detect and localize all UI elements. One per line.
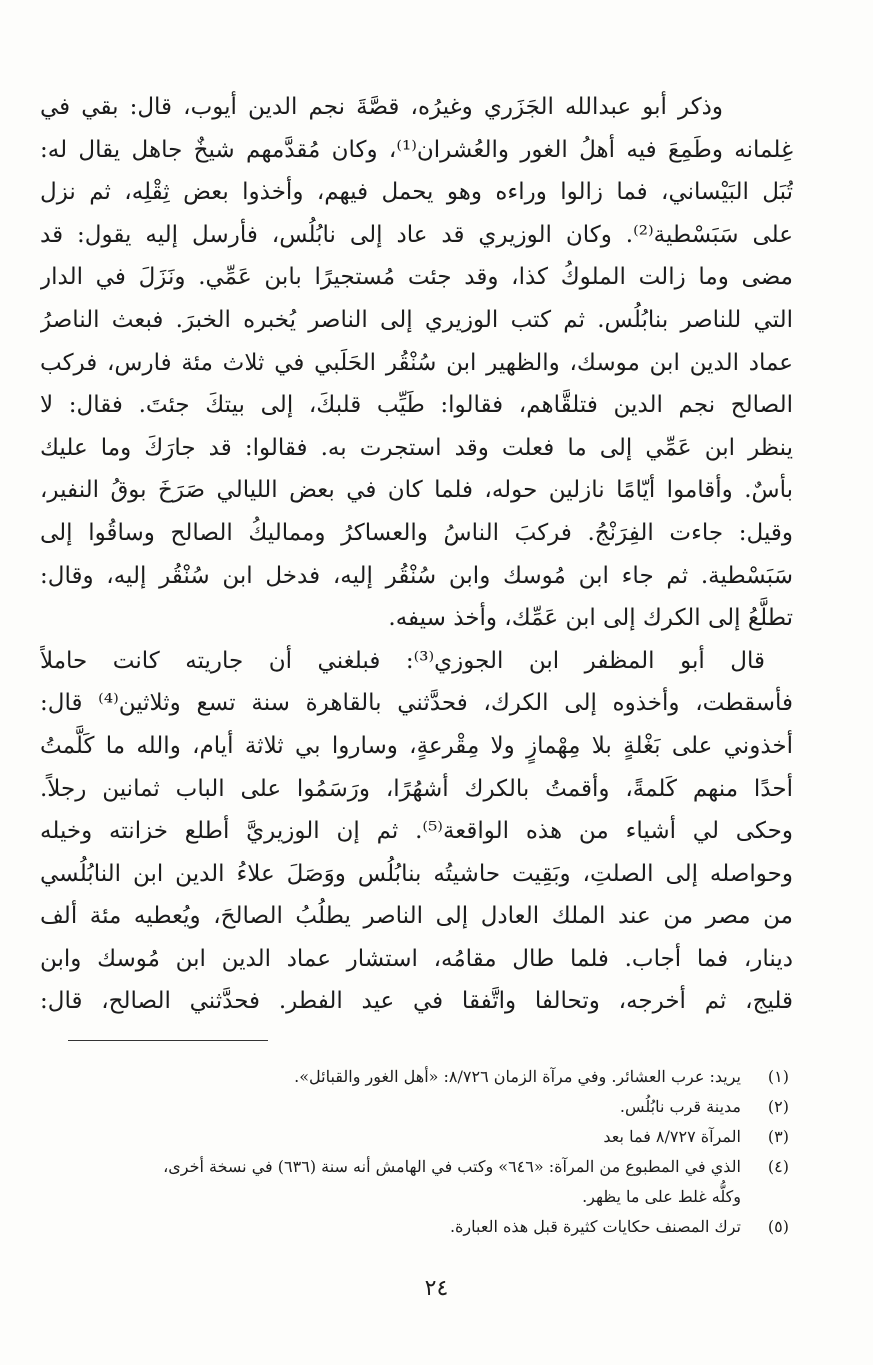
- footnote-number: (٤): [767, 1157, 789, 1176]
- footnotes: [60, 1062, 789, 1242]
- text-line: فأسقطت، وأخذوه إلى الكرك، فحدَّثني بالقاهرة سنة تسع وثلاثين⁽⁴⁾ قال:: [40, 690, 793, 717]
- main-text: [40, 86, 793, 1023]
- text-line: على سَبَسْطية⁽²⁾. وكان الوزيري قد عاد إلى نابُلُس، فأرسل إليه يقول: قد: [40, 221, 793, 248]
- footnote: [60, 1092, 789, 1122]
- footnote-number: (٥): [767, 1217, 789, 1236]
- text-line: سَبَسْطية. ثم جاء ابن مُوسك وابن سُنْقُر إليه، فدخل ابن سُنْقُر إليه، وقال:: [40, 562, 793, 589]
- footnote-number: (٣): [767, 1127, 789, 1146]
- text-line: دينار، فما أجاب. فلما طال مقامُه، استشار عماد الدين ابن مُوسك وابن: [40, 945, 793, 972]
- text-line: مضى وما زالت الملوكُ كذا، وقد جئت مُستجيرًا بابن عَمِّي. ونَزَلَ في الدار: [40, 264, 793, 291]
- footnote-text: المرآة ٨/٧٢٧ فما بعد: [603, 1127, 741, 1146]
- footnote-text: الذي في المطبوع من المرآة: «٦٤٦» وكتب في الهامش أنه سنة (٦٣٦) في نسخة أخرى،: [163, 1157, 741, 1176]
- text-line: عماد الدين ابن موسك، والظهير ابن سُنْقُر الحَلَبي في ثلاث مئة فارس، فركب: [40, 349, 793, 376]
- footnote: [60, 1152, 789, 1182]
- text-line: وذكر أبو عبدالله الجَزَري وغيرُه، قصَّةَ نجم الدين أيوب، قال: بقي في: [40, 94, 723, 120]
- text-line: بأسٌ. وأقاموا أيّامًا نازلين حوله، فلما كان في بعض الليالي صَرَخَ بوقُ النفير،: [40, 477, 793, 504]
- text-line: تطلَّعُ إلى الكرك إلى ابن عَمِّك، وأخذ سيفه.: [388, 605, 793, 632]
- text-line: أحدًا منهم كَلمةً، وأقمتُ بالكرك أشهُرًا، ورَسَمُوا على الباب ثمانين رجلاً.: [40, 775, 793, 802]
- text-line: وحواصله إلى الصلتِ، وبَقِيت حاشيتُه بنابُلُس ووَصَلَ علاءُ الدين ابن النابُلُسي: [40, 860, 793, 887]
- text-line: قال أبو المظفر ابن الجوزي⁽³⁾: فبلغني أن جاريته كانت حاملاً: [40, 647, 765, 674]
- footnote: [60, 1122, 789, 1152]
- footnote-continuation: وكلُّه غلط على ما يظهر.: [582, 1187, 741, 1206]
- text-line: ينظر ابن عَمِّي إلى ما فعلت وقد استجرت به. فقالوا: قد جارَكَ وما عليك: [40, 434, 793, 461]
- text-line: وقيل: جاءت الفِرَنْجُ. فركبَ الناسُ والعساكرُ ومماليكُ الصالح وساقُوا إلى: [40, 519, 793, 546]
- footnote-text: يريد: عرب العشائر. وفي مرآة الزمان ٨/٧٢٦: «أهل الغور والقبائل».: [294, 1067, 741, 1086]
- footnote-separator: [68, 1040, 268, 1041]
- text-line: الصالح نجم الدين فتلقَّاهم، فقالوا: طَيِّب قلبكَ، إلى بيتكَ جئتَ. فقال: لا: [40, 392, 793, 419]
- text-line: أخذوني على بَغْلةٍ بلا مِهْمازٍ ولا مِقْرعةٍ، وساروا بي ثلاثة أيام، والله ما كَلَّمتُ: [40, 732, 793, 759]
- text-line: وحكى لي أشياء من هذه الواقعة⁽⁵⁾. ثم إن الوزيريَّ أطلع خزانته وخيله: [40, 818, 793, 845]
- footnote: [60, 1062, 789, 1092]
- footnote-text: مدينة قرب نابُلُس.: [619, 1097, 741, 1116]
- footnote-number: (١): [767, 1067, 789, 1086]
- footnote-text: ترك المصنف حكايات كثيرة قبل هذه العبارة.: [449, 1217, 741, 1236]
- text-line: من مصر من عند الملك العادل إلى الناصر يطلُبُ الصالحَ، ويُعطيه مئة ألف: [40, 903, 793, 930]
- text-line: التي للناصر بنابُلُس. ثم كتب الوزيري إلى الناصر يُخبره الخبرَ. فبعث الناصرُ: [40, 306, 793, 333]
- text-line: تُبَل البَيْساني، فما زالوا وراءه وهو يحمل فيهم، وأخذوا بعض ثِقْلِه، ثم نزل: [40, 179, 793, 206]
- text-line: قليج، ثم أخرجه، وتحالفا واتَّفقا في عيد الفطر. فحدَّثني الصالح، قال:: [40, 988, 793, 1015]
- text-line: غِلمانه وطَمِعَ فيه أهلُ الغور والعُشران⁽¹⁾، وكان مُقدَّمهم شيخٌ جاهل يقال له:: [40, 136, 793, 163]
- footnote: [60, 1212, 789, 1242]
- footnote-number: (٢): [767, 1097, 789, 1116]
- page-number: ٢٤: [424, 1276, 449, 1301]
